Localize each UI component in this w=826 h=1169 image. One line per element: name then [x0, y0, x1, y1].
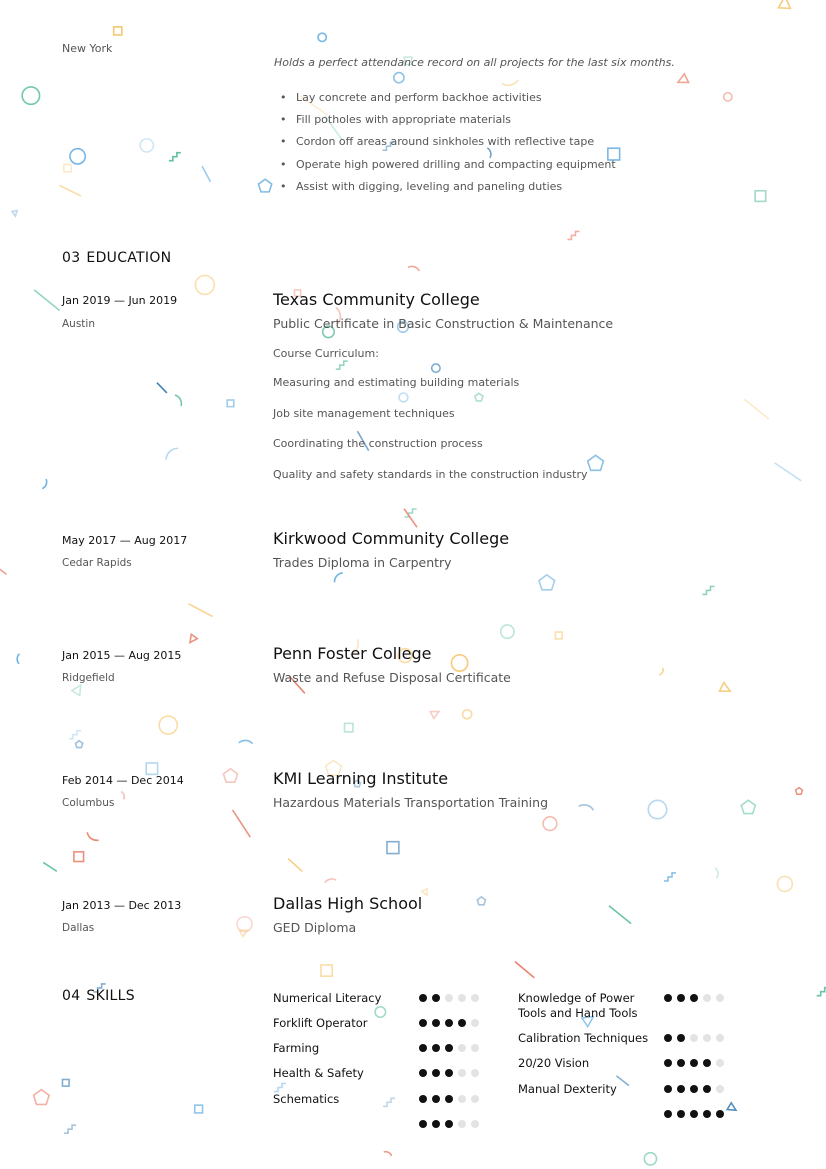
dot-empty-icon	[445, 994, 453, 1002]
confetti-zigzag-icon	[274, 1083, 286, 1091]
section-title: EDUCATION	[86, 250, 172, 266]
confetti-line-icon	[34, 287, 60, 313]
confetti-arc-icon	[172, 395, 183, 406]
dot-filled-icon	[664, 1059, 672, 1067]
job-duties-list	[280, 90, 616, 201]
skill-name: Numerical Literacy	[273, 991, 382, 1005]
dot-empty-icon	[703, 1034, 711, 1042]
skill-level-dots	[419, 1095, 479, 1103]
confetti-pentagon-icon	[34, 1090, 50, 1105]
confetti-square-icon	[387, 842, 399, 854]
education-school: KMI Learning Institute	[273, 769, 449, 788]
dot-filled-icon	[419, 1069, 427, 1077]
dot-empty-icon	[471, 994, 479, 1002]
dot-filled-icon	[432, 1069, 440, 1077]
skill-level-dots	[419, 1120, 479, 1128]
section-number: 03	[62, 250, 81, 266]
dot-filled-icon	[432, 1044, 440, 1052]
education-school: Texas Community College	[273, 290, 480, 309]
dot-empty-icon	[471, 1019, 479, 1027]
dot-empty-icon	[703, 994, 711, 1002]
duty-item	[280, 179, 616, 201]
confetti-arc-icon	[408, 263, 419, 274]
dot-filled-icon	[677, 1110, 685, 1118]
dot-empty-icon	[716, 1059, 724, 1067]
duty-item	[280, 157, 616, 179]
skills-heading	[62, 988, 135, 1004]
confetti-square-icon	[146, 763, 157, 774]
skill-name: Knowledge of Power Tools and Hand Tools	[518, 991, 638, 1020]
confetti-arc-icon	[118, 792, 126, 800]
dot-filled-icon	[458, 1019, 466, 1027]
skill-name: 20/20 Vision	[518, 1056, 590, 1070]
skill-level-dots	[419, 994, 479, 1002]
confetti-line-icon	[43, 860, 57, 874]
confetti-zigzag-icon	[664, 873, 676, 881]
confetti-arc-icon	[39, 479, 49, 489]
confetti-circle-icon	[195, 275, 214, 294]
section-number: 04	[62, 988, 81, 1004]
dot-empty-icon	[716, 994, 724, 1002]
confetti-zigzag-icon	[169, 153, 181, 161]
education-degree: Public Certificate in Basic Construction & Maintenance	[273, 316, 614, 331]
confetti-circle-icon	[644, 1153, 656, 1165]
education-school: Dallas High School	[273, 894, 423, 913]
confetti-line-icon	[188, 598, 212, 622]
education-date: Jan 2019 — Jun 2019	[62, 294, 178, 307]
confetti-triangle-icon	[430, 708, 440, 718]
confetti-circle-icon	[394, 73, 404, 83]
confetti-line-icon	[198, 166, 214, 182]
dot-filled-icon	[432, 1120, 440, 1128]
confetti-arc-icon	[166, 448, 178, 460]
skill-level-dots	[664, 1110, 724, 1118]
job-location: New York	[62, 42, 113, 55]
confetti-line-icon	[157, 383, 167, 393]
confetti-zigzag-icon	[817, 988, 826, 996]
dot-filled-icon	[432, 994, 440, 1002]
dot-filled-icon	[690, 994, 698, 1002]
confetti-arc-icon	[14, 654, 24, 664]
duty-text: Assist with digging, leveling and paneling duties	[296, 179, 563, 193]
dot-empty-icon	[458, 1120, 466, 1128]
confetti-line-icon	[609, 904, 631, 926]
confetti-zigzag-icon	[64, 1125, 76, 1133]
dot-filled-icon	[677, 994, 685, 1002]
confetti-line-icon	[744, 397, 768, 421]
confetti-pentagon-icon	[475, 393, 483, 401]
confetti-arc-icon	[711, 868, 721, 878]
dot-empty-icon	[458, 1044, 466, 1052]
dot-filled-icon	[664, 1110, 672, 1118]
dot-filled-icon	[419, 1120, 427, 1128]
dot-filled-icon	[677, 1059, 685, 1067]
education-date: Jan 2013 — Dec 2013	[62, 899, 182, 912]
confetti-triangle-icon	[187, 634, 197, 644]
bullet-icon: •	[280, 135, 287, 149]
course-item: Job site management techniques	[273, 407, 455, 420]
confetti-square-icon	[755, 191, 766, 202]
bullet-icon: •	[280, 91, 287, 104]
confetti-triangle-icon	[422, 889, 430, 897]
education-city: Ridgefield	[62, 672, 115, 684]
confetti-zigzag-icon	[336, 361, 348, 369]
dot-empty-icon	[458, 994, 466, 1002]
confetti-triangle-icon	[727, 1103, 738, 1114]
duty-item	[280, 134, 616, 156]
confetti-square-icon	[64, 165, 71, 172]
skill-name: Manual Dexterity	[518, 1082, 617, 1096]
confetti-pentagon-icon	[539, 575, 555, 590]
dot-filled-icon	[677, 1034, 685, 1042]
skill-level-dots	[664, 1034, 724, 1042]
confetti-circle-icon	[463, 710, 472, 719]
course-item: Coordinating the construction process	[273, 437, 483, 450]
confetti-zigzag-icon	[567, 231, 579, 239]
dot-filled-icon	[690, 1059, 698, 1067]
confetti-square-icon	[62, 1079, 69, 1086]
skill-level-dots	[419, 1019, 479, 1027]
dot-filled-icon	[703, 1110, 711, 1118]
dot-filled-icon	[445, 1069, 453, 1077]
confetti-arc-icon	[657, 668, 664, 675]
confetti-arc-icon	[87, 831, 98, 842]
confetti-triangle-icon	[72, 683, 85, 696]
confetti-circle-icon	[501, 625, 514, 638]
dot-filled-icon	[664, 994, 672, 1002]
dot-empty-icon	[458, 1069, 466, 1077]
education-degree: Hazardous Materials Transportation Training	[273, 795, 549, 810]
dot-filled-icon	[703, 1059, 711, 1067]
duty-text: Operate high powered drilling and compacting equipment	[296, 157, 616, 171]
skill-name: Health & Safety	[273, 1066, 364, 1080]
duty-text: Lay concrete and perform backhoe activities	[296, 91, 542, 104]
education-degree: GED Diploma	[273, 920, 357, 935]
dot-empty-icon	[471, 1044, 479, 1052]
skill-level-dots	[419, 1044, 479, 1052]
duty-item	[280, 90, 616, 112]
skill-name: Schematics	[273, 1092, 340, 1106]
dot-filled-icon	[664, 1085, 672, 1093]
confetti-line-icon	[59, 180, 81, 202]
dot-empty-icon	[458, 1095, 466, 1103]
duty-text: Fill potholes with appropriate materials	[296, 113, 512, 127]
confetti-arc-icon	[502, 74, 518, 90]
education-degree: Waste and Refuse Disposal Certificate	[273, 670, 511, 685]
dot-filled-icon	[716, 1110, 724, 1118]
job-achievement: Holds a perfect attendance record on all projects for the last six months.	[274, 56, 675, 69]
duty-text: Cordon off areas around sinkholes with reflective tape	[296, 135, 595, 149]
course-item: Quality and safety standards in the construction industry	[273, 468, 588, 481]
dot-filled-icon	[419, 1044, 427, 1052]
confetti-circle-icon	[432, 364, 440, 372]
confetti-pentagon-icon	[76, 741, 83, 748]
confetti-line-icon	[775, 459, 802, 486]
education-city: Cedar Rapids	[62, 557, 132, 569]
education-date: May 2017 — Aug 2017	[62, 534, 188, 547]
course-item: Measuring and estimating building materials	[273, 376, 520, 389]
education-heading	[62, 250, 171, 266]
confetti-triangle-icon	[676, 74, 689, 87]
skill-level-dots	[664, 1085, 724, 1093]
confetti-zigzag-icon	[702, 586, 714, 594]
education-school: Kirkwood Community College	[273, 529, 510, 548]
confetti-pentagon-icon	[258, 179, 271, 192]
dot-filled-icon	[419, 994, 427, 1002]
confetti-square-icon	[321, 965, 332, 976]
dot-filled-icon	[690, 1110, 698, 1118]
dot-empty-icon	[471, 1120, 479, 1128]
dot-filled-icon	[419, 1095, 427, 1103]
confetti-arc-icon	[579, 801, 594, 816]
bullet-icon: •	[280, 113, 287, 127]
dot-filled-icon	[419, 1019, 427, 1027]
confetti-square-icon	[227, 400, 234, 407]
confetti-square-icon	[555, 632, 562, 639]
confetti-arc-icon	[325, 876, 336, 887]
dot-filled-icon	[664, 1034, 672, 1042]
education-city: Dallas	[62, 922, 95, 934]
confetti-circle-icon	[70, 149, 85, 164]
confetti-square-icon	[74, 852, 84, 862]
skill-level-dots	[664, 1059, 724, 1067]
dot-empty-icon	[471, 1069, 479, 1077]
bullet-icon: •	[280, 179, 287, 193]
confetti-square-icon	[195, 1105, 203, 1113]
skill-name: Forklift Operator	[273, 1016, 368, 1030]
bullet-icon: •	[280, 157, 287, 171]
confetti-line-icon	[401, 509, 420, 528]
confetti-line-icon	[288, 858, 302, 872]
confetti-circle-icon	[451, 655, 467, 671]
education-degree: Trades Diploma in Carpentry	[273, 555, 452, 570]
course-curriculum-title: Course Curriculum:	[273, 347, 379, 360]
confetti-pentagon-icon	[588, 455, 604, 470]
confetti-circle-icon	[648, 800, 666, 818]
confetti-circle-icon	[777, 876, 792, 891]
confetti-circle-icon	[140, 139, 153, 152]
confetti-line-icon	[0, 563, 7, 576]
dot-empty-icon	[716, 1085, 724, 1093]
dot-filled-icon	[445, 1019, 453, 1027]
confetti-triangle-icon	[719, 683, 732, 696]
confetti-circle-icon	[22, 87, 39, 104]
confetti-line-icon	[228, 810, 255, 837]
skill-level-dots	[419, 1069, 479, 1077]
dot-empty-icon	[716, 1034, 724, 1042]
confetti-pentagon-icon	[796, 788, 803, 795]
confetti-circle-icon	[724, 93, 732, 101]
confetti-triangle-icon	[778, 0, 790, 8]
dot-filled-icon	[445, 1120, 453, 1128]
confetti-arc-icon	[239, 736, 253, 750]
confetti-pentagon-icon	[477, 897, 485, 905]
dot-filled-icon	[690, 1085, 698, 1093]
dot-filled-icon	[445, 1095, 453, 1103]
dot-filled-icon	[703, 1085, 711, 1093]
confetti-circle-icon	[159, 716, 177, 734]
education-city: Columbus	[62, 797, 115, 809]
dot-filled-icon	[432, 1095, 440, 1103]
confetti-line-icon	[515, 960, 534, 979]
education-date: Jan 2015 — Aug 2015	[62, 649, 182, 662]
confetti-square-icon	[344, 723, 352, 731]
confetti-circle-icon	[375, 1007, 386, 1018]
confetti-line-icon	[616, 1075, 628, 1087]
dot-filled-icon	[432, 1019, 440, 1027]
duty-item	[280, 112, 616, 134]
dot-filled-icon	[677, 1085, 685, 1093]
confetti-pentagon-icon	[223, 769, 237, 782]
confetti-triangle-icon	[12, 211, 18, 217]
education-date: Feb 2014 — Dec 2014	[62, 774, 184, 787]
education-school: Penn Foster College	[273, 644, 432, 663]
skill-name: Calibration Techniques	[518, 1031, 649, 1045]
dot-filled-icon	[445, 1044, 453, 1052]
dot-empty-icon	[690, 1034, 698, 1042]
skill-level-dots	[664, 994, 724, 1002]
confetti-circle-icon	[543, 817, 557, 831]
confetti-circle-icon	[399, 393, 408, 402]
dot-empty-icon	[471, 1095, 479, 1103]
skill-name: Farming	[273, 1041, 320, 1055]
confetti-circle-icon	[318, 33, 326, 41]
confetti-zigzag-icon	[383, 1098, 395, 1106]
confetti-square-icon	[114, 27, 122, 35]
confetti-arc-icon	[384, 1150, 392, 1158]
confetti-arc-icon	[334, 573, 343, 582]
education-city: Austin	[62, 318, 95, 330]
confetti-zigzag-icon	[69, 731, 81, 739]
confetti-pentagon-icon	[741, 800, 755, 813]
section-title: SKILLS	[86, 988, 135, 1004]
